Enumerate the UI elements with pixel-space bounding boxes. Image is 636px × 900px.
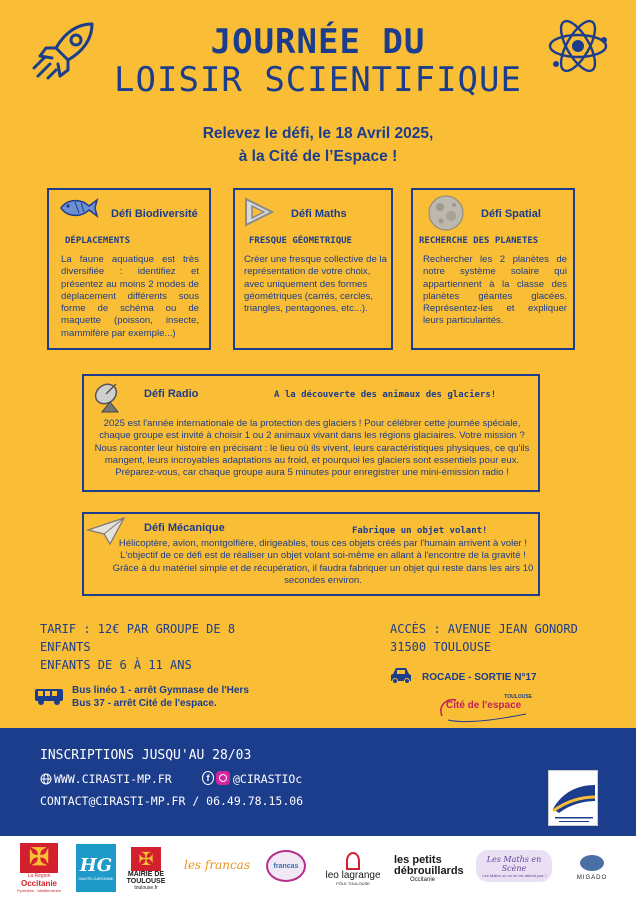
inscriptions-deadline: INSCRIPTIONS JUSQU'AU 28/03 — [40, 748, 252, 763]
challenge-title: Défi Mécanique — [144, 522, 225, 534]
tarif-info — [40, 620, 235, 674]
maths-line2: Les Maths où on ne les attend pas ! — [482, 872, 546, 878]
debrouillards-line3: Occitanie — [410, 877, 436, 883]
triangle-icon — [243, 196, 275, 233]
leo-line2: PÔLE TOULOUSE — [336, 881, 370, 886]
access-info — [390, 620, 578, 656]
hg-sub: HAUTE-GARONNE — [78, 876, 114, 881]
challenge-title: Défi Spatial — [481, 208, 541, 220]
challenge-subtitle: Fabrique un objet volant! — [352, 526, 488, 536]
logo-migado — [572, 848, 612, 888]
challenge-title: Défi Maths — [291, 208, 347, 220]
challenge-box-radio — [82, 374, 540, 492]
partners-footer — [0, 836, 636, 900]
access-line1: ACCÈS : AVENUE JEAN GONORD — [390, 622, 578, 636]
challenge-subtitle: DÉPLACEMENTS — [65, 236, 131, 246]
page-title-line2: LOISIR SCIENTIFIQUE — [114, 60, 522, 100]
challenge-box-biodiversite — [47, 188, 211, 350]
access-line2: 31500 TOULOUSE — [390, 640, 492, 654]
subtitle-line2: à la Cité de l’Espace ! — [238, 148, 398, 165]
tarif-line1: TARIF : 12€ PAR GROUPE DE 8 — [40, 622, 236, 636]
challenge-text: Créer une fresque collective de la représentation de votre choix, avec uniquement des formes géométriques (carrés, cercles, triangles, pentagones, etc...). — [244, 254, 387, 315]
cite-espace-logo — [436, 694, 536, 724]
debrouillards-line2: débrouillards — [394, 865, 464, 877]
bus-line2: Bus 37 - arrêt Cité de l'espace. — [72, 698, 217, 709]
challenge-box-spatial — [411, 188, 575, 350]
bus-line1: Bus linéo 1 - arrêt Gymnase de l'Hers — [72, 685, 249, 696]
maths-line1: Les Maths en Scène — [486, 854, 542, 873]
debrouillards-line1: les petits — [394, 854, 442, 866]
leo-lagrange-figure-icon — [346, 852, 360, 870]
logo-maths-en-scene — [476, 850, 552, 882]
occitanie-line2: Occitanie — [20, 879, 57, 888]
event-date-text — [0, 122, 636, 168]
inscription-banner — [0, 728, 636, 836]
challenge-text: La faune aquatique est très diversifiée : identifiez et présentez au moins 2 modes de déplacement différents sous forme de schéma ou de maquette (poisson, insecte, mammifère par exemple...) — [61, 254, 199, 339]
fish-icon — [57, 196, 99, 225]
mairie-line1: MAIRIE DE — [127, 871, 165, 878]
moon-icon — [427, 194, 465, 237]
challenge-box-maths — [233, 188, 393, 350]
francas2-label: francas — [273, 862, 299, 870]
challenge-subtitle: FRESQUE GÉOMETRIQUE — [249, 236, 352, 246]
occitanie-cross-icon: ✠ — [20, 843, 58, 873]
migado-label: MIGADO — [576, 875, 608, 881]
logo-mairie-toulouse — [122, 842, 170, 896]
website-link[interactable]: WWW.CIRASTI-MP.FR — [54, 772, 172, 786]
challenge-subtitle: RECHERCHE DES PLANETES — [419, 236, 539, 246]
mairie-line2: TOULOUSE — [126, 878, 166, 885]
instagram-icon — [216, 771, 230, 785]
challenge-title: Défi Biodiversité — [111, 208, 198, 220]
facebook-icon: f — [202, 771, 214, 785]
toulouse-cross-icon: ✠ — [131, 847, 161, 871]
logo-francas-2 — [264, 846, 308, 886]
francas-label: les francas — [183, 858, 250, 872]
contact-info[interactable]: CONTACT@CIRASTI-MP.FR / 06.49.78.15.06 — [40, 794, 304, 808]
tarif-line3: ENFANTS DE 6 À 11 ANS — [40, 658, 192, 672]
bus-icon — [34, 688, 64, 711]
page-title-line1: JOURNÉE DU — [210, 22, 426, 62]
car-icon — [390, 666, 412, 689]
migado-fish-icon — [580, 855, 604, 871]
logo-leo-lagrange — [322, 846, 384, 892]
challenge-box-mecanique — [82, 512, 540, 596]
mairie-line3: toulouse.fr — [134, 885, 158, 891]
challenge-text: Rechercher les 2 planètes de notre système solaire qui appartiennent à la classe des planètes géantes glacées. Représentez-les et expliquer leurs particularités. — [423, 254, 567, 327]
challenge-subtitle: A la découverte des animaux des glaciers! — [274, 390, 497, 400]
subtitle-line1: Relevez le défi, le 18 Avril 2025, — [202, 125, 434, 142]
leo-line1: leo lagrange — [325, 870, 381, 881]
bus-info — [72, 684, 249, 710]
logo-occitanie — [14, 842, 64, 894]
globe-icon — [40, 772, 52, 790]
occitanie-line1: La Région — [27, 873, 51, 879]
logo-haute-garonne — [76, 844, 116, 892]
challenge-text: 2025 est l'année internationale de la protection des glaciers ! Pour célébrer cette journée spéciale, chaque groupe est invité à choisir 1 ou 2 animaux vivant dans les régions glaciaires. Votre mission ? Nous raconter leur histoire en précisant : le lieu où ils vivent, leurs caractéristiques physiques, ce qu'ils mangent, leurs incroyables adaptations au froid, et pourquoi les glaciers sont essentiels pour eux. Préparez-vous, car chaque groupe aura 5 minutes pour enregistrer une mini-émission radio ! — [94, 418, 530, 479]
cite-logo-top: TOULOUSE — [504, 694, 532, 700]
hg-label: HG — [79, 855, 113, 876]
tarif-line2: ENFANTS — [40, 640, 91, 654]
satellite-dish-icon — [92, 380, 126, 419]
cite-logo-name: Cité de l'espace — [446, 700, 522, 711]
logo-francas — [176, 850, 258, 880]
occitanie-line3: Pyrénées - Méditerranée — [16, 888, 62, 893]
logo-petits-debrouillards — [394, 846, 470, 892]
cirasti-logo — [548, 770, 598, 826]
rocade-info: ROCADE - SORTIE N°17 — [422, 672, 537, 683]
social-handle[interactable]: @CIRASTIOc — [233, 772, 303, 786]
challenge-text: Hélicoptère, avion, montgolfière, dirigeables, tous ces objets créés par l'humain arrivent à voler ! L'objectif de ce défi est de réaliser un objet volant soi-même en allant à l'encontre de la gravité ! Grâce à du matériel simple et de récupération, il faudra fabriquer un objet qui reste dans les airs 10 secondes environ. — [112, 538, 534, 586]
challenge-title: Défi Radio — [144, 388, 199, 400]
